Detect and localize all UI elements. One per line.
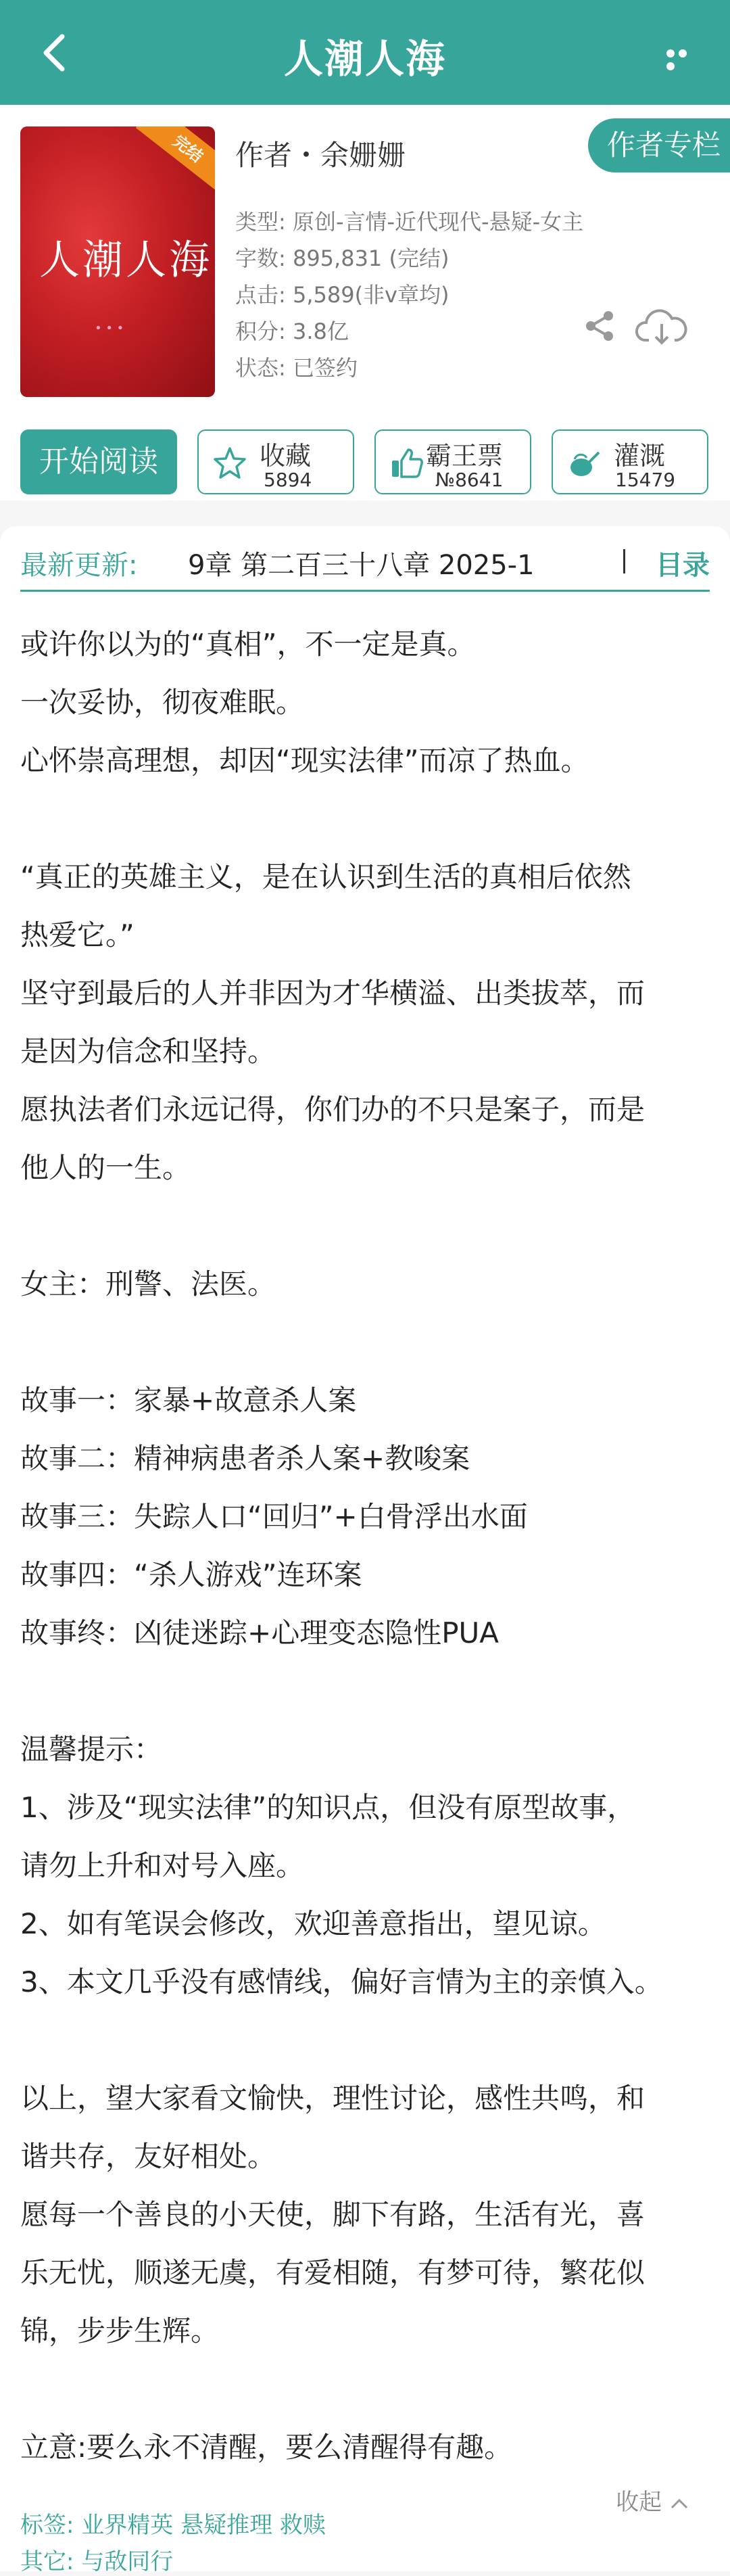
book-clicks: 点击: 5,589(非v章均) xyxy=(235,282,449,308)
app-header xyxy=(0,0,730,105)
vote-label: 霸王票 xyxy=(426,441,504,471)
intro-line: 坚守到最后的人并非因为才华横溢、出类拔萃，而 xyxy=(20,977,646,1010)
intro-line: 是因为信念和坚持。 xyxy=(20,1035,276,1068)
book-info xyxy=(0,105,730,423)
latest-update-label: 最新更新: xyxy=(20,550,138,581)
blank-line xyxy=(20,2011,716,2069)
intro-line: 故事一：家暴+故意杀人案 xyxy=(20,1384,357,1417)
blank-line xyxy=(20,1662,716,1720)
latest-chapter-marquee[interactable]: 9章 第二百三十八章 2025-1 xyxy=(188,550,535,581)
collapse-label: 收起 xyxy=(616,2489,662,2516)
intro-line: 热爱它。” xyxy=(20,918,135,952)
tags-line[interactable]: 标签: 业界精英 悬疑推理 救赎 xyxy=(20,2512,326,2539)
blank-line xyxy=(20,2360,716,2418)
download-icon[interactable] xyxy=(635,306,688,347)
latest-update-row[interactable] xyxy=(20,538,710,579)
intro-line: 他人的一生。 xyxy=(20,1151,191,1184)
intro-line: 心怀崇高理想，却因“现实法律”而凉了热血。 xyxy=(20,744,589,777)
intro-line: 以上，望大家看文愉快，理性讨论，感性共鸣，和 xyxy=(20,2082,646,2115)
more-icon[interactable] xyxy=(666,47,702,58)
intro-line: 锦，步步生辉。 xyxy=(20,2314,220,2347)
blank-line xyxy=(20,1197,716,1255)
star-icon xyxy=(212,446,247,481)
favorite-count: 5894 xyxy=(264,469,312,491)
text-cursor xyxy=(623,549,625,573)
intro-panel xyxy=(0,526,730,2575)
intro-line: 3、本文几乎没有感情线，偏好言情为主的亲慎入。 xyxy=(20,1965,663,1998)
intro-line: 一次妥协，彻夜难眠。 xyxy=(20,686,305,719)
intro-line: 愿每一个善良的小天使，脚下有路，生活有光，喜 xyxy=(20,2198,646,2231)
page-title: 人潮人海 xyxy=(283,36,446,82)
share-icon[interactable] xyxy=(583,309,616,343)
intro-line: 故事三：失踪人口“回归”+白骨浮出水面 xyxy=(20,1500,528,1533)
cover-title: 人潮人海 xyxy=(39,237,212,284)
intro-line: 1、涉及“现实法律”的知识点，但没有原型故事， xyxy=(20,1791,636,1824)
chevron-up-icon xyxy=(669,2497,689,2510)
thumbs-up-icon xyxy=(389,446,424,481)
intro-line: 请勿上升和对号入座。 xyxy=(20,1849,305,1882)
start-reading-button[interactable]: 开始阅读 xyxy=(20,429,177,494)
intro-line: 谐共存，友好相处。 xyxy=(20,2140,276,2173)
book-type: 类型: 原创-言情-近代现代-悬疑-女主 xyxy=(235,209,584,235)
intro-line: 故事终：凶徒迷踪+心理变态隐性PUA xyxy=(20,1616,499,1649)
book-points: 积分: 3.8亿 xyxy=(235,319,349,344)
intro-line: 2、如有笔误会修改，欢迎善意指出，望见谅。 xyxy=(20,1907,606,1940)
intro-line: 或许你以为的“真相”，不一定是真。 xyxy=(20,628,476,661)
favorite-button[interactable] xyxy=(197,429,354,494)
watering-can-icon xyxy=(566,446,602,481)
intro-line: “真正的英雄主义，是在认识到生活的真相后依然 xyxy=(20,860,631,893)
blank-line xyxy=(20,790,716,848)
book-words: 字数: 895,831 (完结) xyxy=(235,245,449,271)
author-name[interactable]: 作者・余姗姗 xyxy=(235,139,406,172)
water-button[interactable] xyxy=(552,429,708,494)
book-introduction xyxy=(20,615,716,2477)
intro-line: 故事四：“杀人游戏”连环案 xyxy=(20,1558,362,1591)
water-count: 15479 xyxy=(615,469,676,491)
vote-button[interactable] xyxy=(374,429,531,494)
book-cover[interactable] xyxy=(20,126,215,397)
intro-line: 故事二：精神病患者杀人案+教唆案 xyxy=(20,1442,470,1475)
author-column-button[interactable]: 作者专栏 xyxy=(588,118,730,172)
intro-line: 乐无忧，顺遂无虞，有爱相随，有梦可待，繁花似 xyxy=(20,2256,646,2289)
cover-author-mark: • • • xyxy=(95,321,124,335)
intro-line: 温馨提示： xyxy=(20,1733,163,1766)
completed-badge: 完结 xyxy=(136,126,215,194)
intro-line: 女主：刑警、法医。 xyxy=(20,1267,276,1301)
water-label: 灌溉 xyxy=(614,441,666,471)
vote-count: №8641 xyxy=(435,469,504,491)
book-status: 状态: 已签约 xyxy=(235,355,358,381)
toc-link[interactable]: 目录 xyxy=(656,550,710,581)
intro-line: 立意:要么永不清醒，要么清醒得有趣。 xyxy=(20,2431,513,2464)
others-line[interactable]: 其它: 与敌同行 xyxy=(20,2548,174,2575)
collapse-button[interactable] xyxy=(616,2483,689,2516)
divider xyxy=(20,590,710,592)
intro-line: 愿执法者们永远记得，你们办的不只是案子，而是 xyxy=(20,1093,646,1126)
blank-line xyxy=(20,1313,716,1372)
action-bar xyxy=(0,423,730,500)
favorite-label: 收藏 xyxy=(260,441,312,471)
